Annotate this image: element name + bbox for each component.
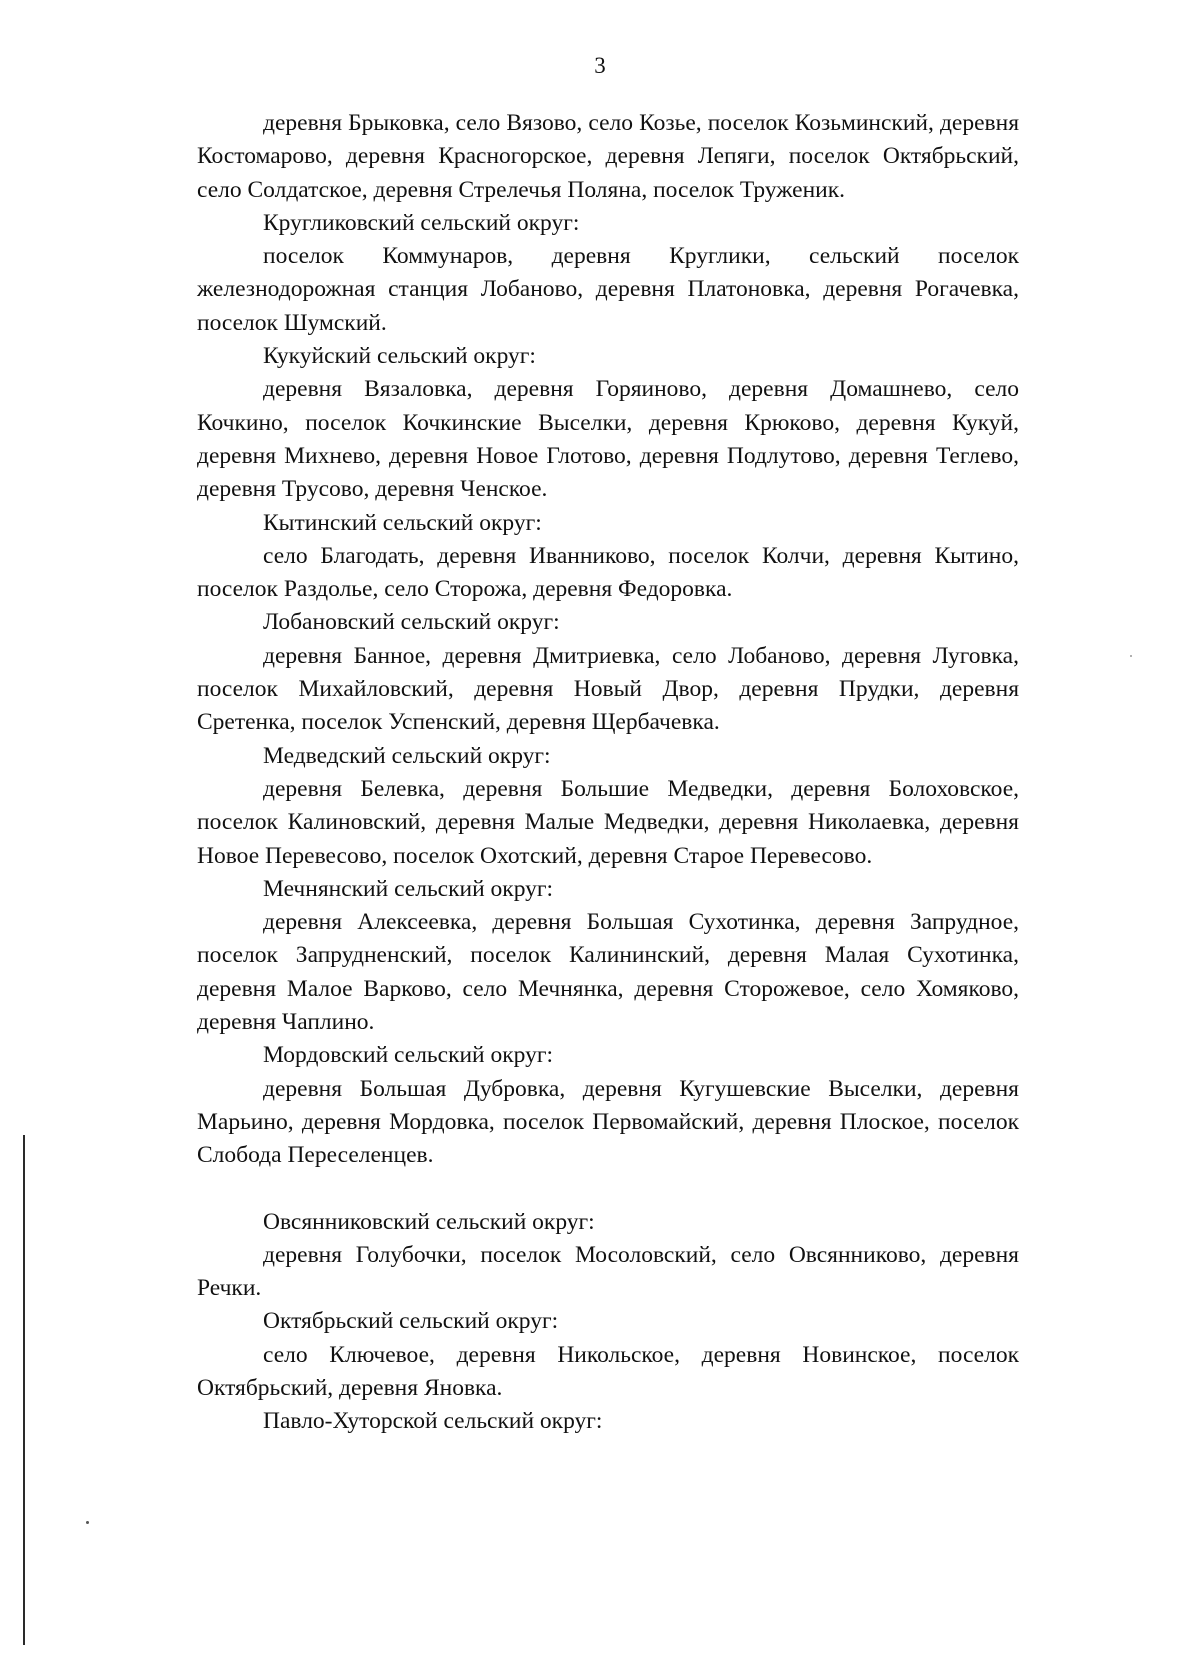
scan-margin-line xyxy=(23,1135,25,1645)
paragraph-settlements-list: деревня Вязаловка, деревня Горяиново, деревня Домашнево, село Кочкино, поселок Кочкинские Выселки, деревня Крюково, деревня Кукуй, деревня Михнево, деревня Новое Глотово, деревня Подлутово, деревня Теглево, деревня Трусово, деревня Ченское. xyxy=(197,376,1019,503)
paragraph-settlements-list: деревня Банное, деревня Дмитриевка, село Лобаново, деревня Луговка, поселок Михайловский, деревня Новый Двор, деревня Прудки, деревня Сретенка, поселок Успенский, деревня Щербачевка. xyxy=(197,642,1019,736)
paragraph-settlements-list: деревня Голубочки, поселок Мосоловский, село Овсянниково, деревня Речки. xyxy=(197,1241,1019,1302)
district-heading-kruglikovsky: Кругликовский сельский округ: xyxy=(263,209,580,236)
paragraph-settlements-list: деревня Белевка, деревня Большие Медведки, деревня Болоховское, поселок Калиновский, деревня Малые Медведки, деревня Николаевка, деревня Новое Перевесово, поселок Охотский, деревня Старое Перевесово. xyxy=(197,775,1019,869)
blank-line xyxy=(197,1173,1019,1206)
scan-speck xyxy=(1130,655,1132,657)
paragraph-settlements-list: село Благодать, деревня Иванниково, поселок Колчи, деревня Кытино, поселок Раздолье, село Сторожа, деревня Федоровка. xyxy=(197,542,1019,603)
district-heading-ovsyannikovsky: Овсянниковский сельский округ: xyxy=(263,1208,595,1235)
paragraph-settlements-list: село Ключевое, деревня Никольское, деревня Новинское, поселок Октябрьский, деревня Яновка. xyxy=(197,1341,1019,1401)
district-heading-oktyabrsky: Октябрьский сельский округ: xyxy=(263,1308,559,1335)
district-heading-lobanovsky: Лобановский сельский округ: xyxy=(263,609,560,636)
district-heading-kukuysky: Кукуйский сельский округ: xyxy=(263,343,536,370)
paragraph-settlements-list: деревня Брыковка, село Вязово, село Козье, поселок Козьминский, деревня Костомарово, деревня Красногорское, деревня Лепяги, поселок Октябрьский, село Солдатское, деревня Стрелечья Поляна, поселок Труженик. xyxy=(197,110,1019,203)
scan-speck xyxy=(86,1521,89,1524)
district-heading-kytinsky: Кытинский сельский округ: xyxy=(263,509,542,536)
paragraph-settlements-list: поселок Коммунаров, деревня Круглики, сельский поселок железнодорожная станция Лобаново, деревня Платоновка, деревня Рогачевка, поселок Шумский. xyxy=(197,243,1019,336)
page-number: 3 xyxy=(594,53,606,78)
paragraph-settlements-list: деревня Алексеевка, деревня Большая Сухотинка, деревня Запрудное, поселок Запрудненский, поселок Калининский, деревня Малая Сухотинка, деревня Малое Варково, село Мечнянка, деревня Сторожевое, село Хомяково, деревня Чаплино. xyxy=(197,909,1019,1036)
district-heading-mechnyansky: Мечнянский сельский округ: xyxy=(263,875,554,902)
document-body xyxy=(197,107,1019,1439)
district-heading-medvedsky: Медведский сельский округ: xyxy=(263,742,551,769)
district-heading-mordovsky: Мордовский сельский округ: xyxy=(263,1042,554,1069)
paragraph-settlements-list: деревня Большая Дубровка, деревня Кугушевские Выселки, деревня Марьино, деревня Мордовка, поселок Первомайский, деревня Плоское, поселок Слобода Переселенцев. xyxy=(197,1075,1019,1169)
district-heading-pavlo-khutorskoy: Павло-Хуторской сельский округ: xyxy=(263,1408,603,1435)
